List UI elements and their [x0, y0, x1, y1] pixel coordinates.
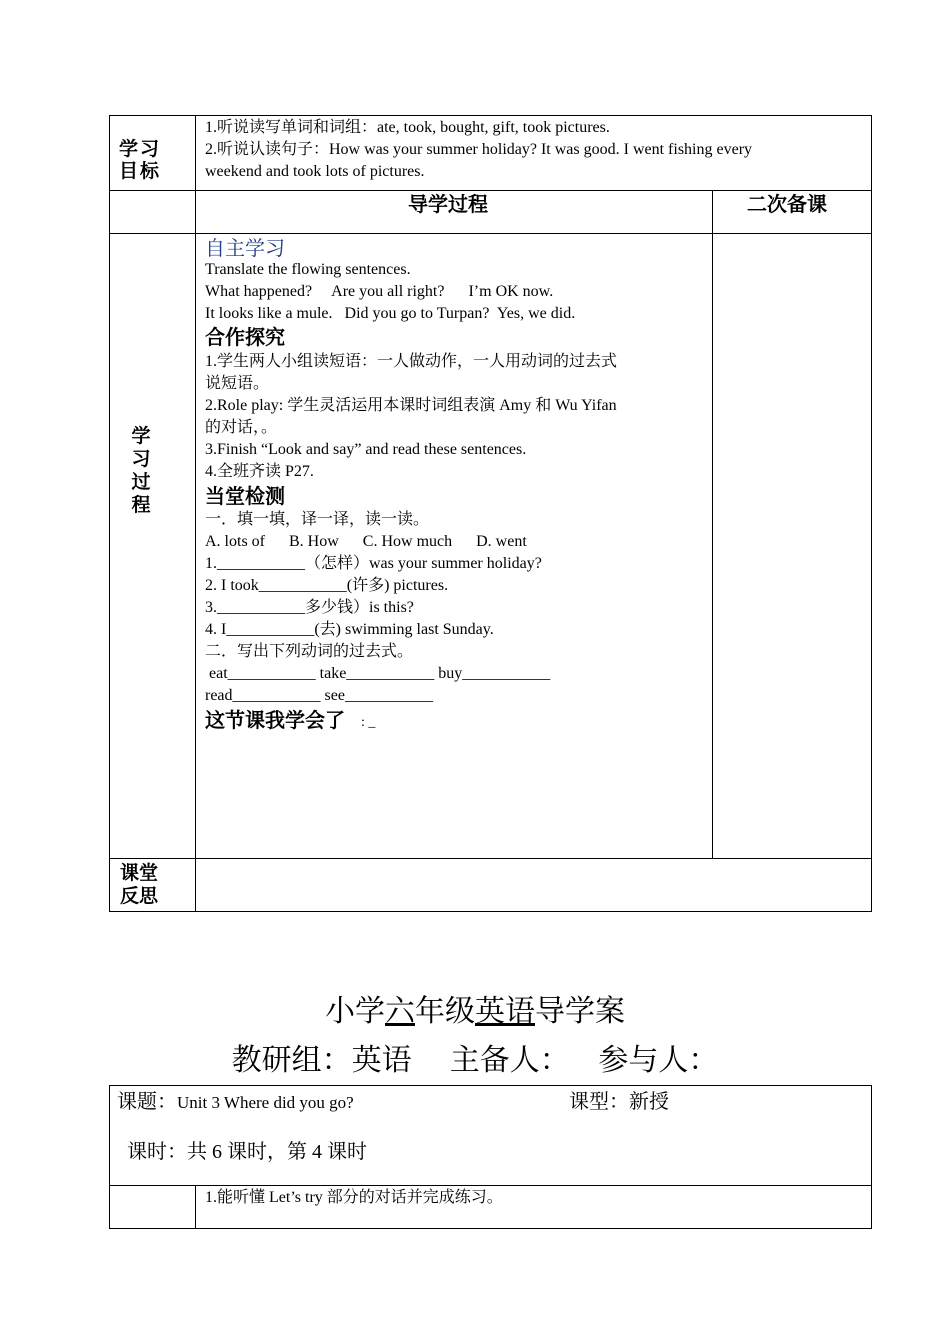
check-question: 2. I took___________(许多) pictures. [205, 577, 449, 594]
period-end: 课时 [327, 1139, 367, 1163]
check-question: 1.___________（怎样）was your summer holiday? [205, 555, 542, 572]
table-divider [195, 1185, 196, 1229]
page-title [0, 994, 950, 1030]
page-subtitle: 教研组：英语 主备人： 参与人： [231, 1043, 719, 1078]
goals-label: 学习目标 [118, 138, 161, 182]
check-question: 4. I___________(去) swimming last Sunday. [205, 621, 494, 638]
learned-suffix: : _ [361, 715, 376, 730]
period-total: 6 [207, 1141, 227, 1163]
cooperation-line: 说短语。 [205, 375, 270, 392]
title-grade: 六 [385, 994, 415, 1029]
past-tense-blanks: eat___________ take___________ buy___________ [205, 665, 551, 682]
header-process: 导学过程 [408, 192, 488, 216]
topic-label: 课题： [117, 1089, 177, 1113]
self-study-line: It looks like a mule. Did you go to Turpan? Yes, we did. [205, 305, 576, 322]
process-label: 学习过程 [131, 425, 151, 516]
self-study-line: What happened? Are you all right? I’m OK now. [205, 283, 554, 300]
table-divider [195, 115, 196, 912]
goal-line: 1.能听懂 Let’s try 部分的对话并完成练习。 [205, 1189, 503, 1206]
table-divider [109, 190, 872, 191]
self-study-line: Translate the flowing sentences. [205, 261, 411, 278]
table-divider [109, 858, 872, 859]
period-label: 课时：共 [127, 1139, 207, 1163]
section-heading-check: 当堂检测 [205, 484, 285, 508]
period-number: 4 [307, 1141, 327, 1163]
cooperation-line: 1.学生两人小组读短语：一人做动作，一人用动词的过去式 [205, 353, 618, 370]
section-heading-learned: 这节课我学会了 [205, 708, 345, 732]
cooperation-line: 2.Role play: 学生灵活运用本课时词组表演 Amy 和 Wu Yifan [205, 397, 617, 414]
table-divider [109, 233, 872, 234]
past-tense-blanks: read___________ see___________ [205, 687, 433, 704]
title-part: 小学 [325, 994, 385, 1029]
goals-line: 1.听说读写单词和词组：ate, took, bought, gift, took pictures. [205, 119, 610, 136]
title-part: 导学案 [535, 994, 625, 1029]
lesson-type: 课型：新授 [569, 1089, 669, 1113]
title-subject: 英语 [475, 994, 535, 1029]
title-part: 年级 [415, 994, 475, 1029]
header-second-prep: 二次备课 [747, 192, 827, 216]
check-line: 一．填一填，译一译，读一读。 [205, 511, 430, 528]
topic-row [117, 1089, 354, 1115]
period-mid: 课时，第 [227, 1139, 307, 1163]
section-heading-cooperation: 合作探究 [205, 325, 285, 349]
cooperation-line: 4.全班齐读 P27. [205, 463, 314, 480]
period-row [117, 1115, 367, 1164]
check-options: A. lots of B. How C. How much D. went [205, 533, 527, 550]
table-divider [712, 190, 713, 859]
goals-line: weekend and took lots of pictures. [205, 163, 425, 180]
table-divider [109, 1185, 872, 1186]
cooperation-line: 的对话，。 [205, 419, 278, 436]
goals-line: 2.听说认读句子：How was your summer holiday? It was good. I went fishing every [205, 141, 753, 158]
section-heading-self-study: 自主学习 [205, 236, 285, 260]
check-question: 3.___________多少钱）is this? [205, 599, 414, 616]
topic-value: Unit 3 Where did you go? [177, 1093, 354, 1112]
cooperation-line: 3.Finish “Look and say” and read these sentences. [205, 441, 527, 458]
reflection-label: 课堂反思 [119, 862, 158, 907]
check-line: 二．写出下列动词的过去式。 [205, 643, 414, 660]
